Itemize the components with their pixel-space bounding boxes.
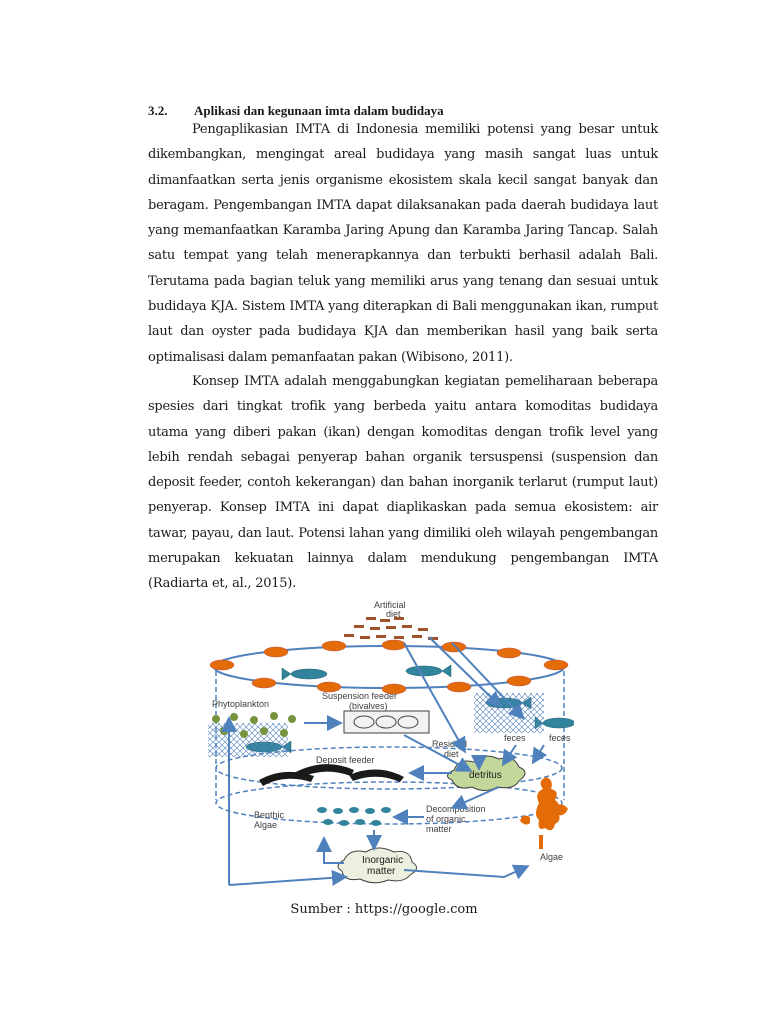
- label-decomposition-3: matter: [426, 824, 452, 834]
- label-feces-1: feces: [504, 733, 526, 743]
- label-phytoplankton: Phytoplankton: [212, 699, 270, 709]
- label-residual-diet-2: diet: [444, 749, 459, 759]
- label-artificial-diet-2: diet: [386, 609, 401, 619]
- label-benthic-algae-2: Algae: [254, 820, 278, 830]
- figure-caption: Sumber : https://google.com: [290, 902, 478, 917]
- label-artificial-diet-1: Artificial: [374, 600, 406, 610]
- arrow-inorganic-to-benthic: [324, 840, 344, 863]
- paragraph-2: Konsep IMTA adalah menggabungkan kegiatan pemeliharaan beberapa spesies dari tingkat trofik yang berbeda yaitu antara komoditas budidaya utama yang diberi pakan (ikan) dengan komoditas dengan trofik level yang lebih rendah sebagai penyerap bahan organik tersuspensi (suspension dan deposit feeder, contoh kekerangan) dan bahan inorganik terlarut (rumput laut) penyerap. Konsep IMTA ini dapat diaplikaskan pada semua ekosistem: air tawar, payau, dan laut. Potensi lahan yang dimiliki oleh wilayah pengembangan merupakan kekuatan lainnya dalam mendukung pengembangan IMTA (Radiarta et, al., 2015).: [148, 374, 658, 592]
- label-deposit-feeder: Deposit feeder: [316, 755, 375, 765]
- label-decomposition-1: Decomposition: [426, 804, 486, 814]
- label-residual-diet-1: Residual: [432, 739, 468, 749]
- imta-diagram-svg: [204, 595, 574, 895]
- label-decomposition-2: of organic: [426, 814, 466, 824]
- imta-diagram: [204, 595, 574, 895]
- fish-net-right: [474, 693, 544, 733]
- label-inorganic-matter-2: matter: [367, 866, 396, 877]
- fish-net-left: [208, 723, 288, 757]
- arrow-inorganic-to-algae: [404, 867, 526, 877]
- label-inorganic-matter-1: Inorganic: [362, 855, 404, 866]
- arrow-diet-to-residual: [404, 643, 464, 750]
- section-title: Aplikasi dan kegunaan imta dalam budidaya: [194, 103, 444, 118]
- fish-icon-2: [406, 665, 451, 677]
- label-feces-2: feces: [549, 733, 571, 743]
- seaweed-icon: [520, 777, 568, 849]
- label-algae: Algae: [540, 852, 564, 862]
- label-detritus: detritus: [469, 770, 502, 781]
- arrow-bottom-line: [229, 877, 344, 885]
- fish-icon-1: [282, 668, 327, 680]
- paragraph-1: Pengaplikasian IMTA di Indonesia memiliki potensi yang besar untuk dikembangkan, mengingat areal budidaya yang masih sangat luas untuk dimanfaatkan serta jenis organisme ekosistem skala kecil sangat banyak dan beragam. Pengembangan IMTA dapat dilaksanakan pada daerah budidaya laut yang memanfaatkan Karamba Jaring Apung dan Karamba Jaring Tancap. Salah satu tempat yang telah menerapkannya dan terbukti berhasil adalah Bali. Terutama pada bagian teluk yang memiliki arus yang tenang dan sesuai untuk budidaya KJA. Sistem IMTA yang diterapkan di Bali menggunakan ikan, rumput laut dan oyster pada budidaya KJA dan memberikan hasil yang baik serta optimalisasi dalam pemanfaatan pakan (Wibisono, 2011).: [148, 122, 658, 365]
- label-suspension-feeder-1: Suspension feeder: [322, 691, 398, 701]
- section-number: 3.2.: [148, 103, 168, 118]
- bivalve-box: [344, 711, 429, 733]
- floats: [210, 640, 568, 694]
- diet-pellets: [344, 617, 438, 640]
- label-suspension-feeder-2: (bivalves): [349, 701, 388, 711]
- label-benthic-algae-1: Benthic: [254, 810, 285, 820]
